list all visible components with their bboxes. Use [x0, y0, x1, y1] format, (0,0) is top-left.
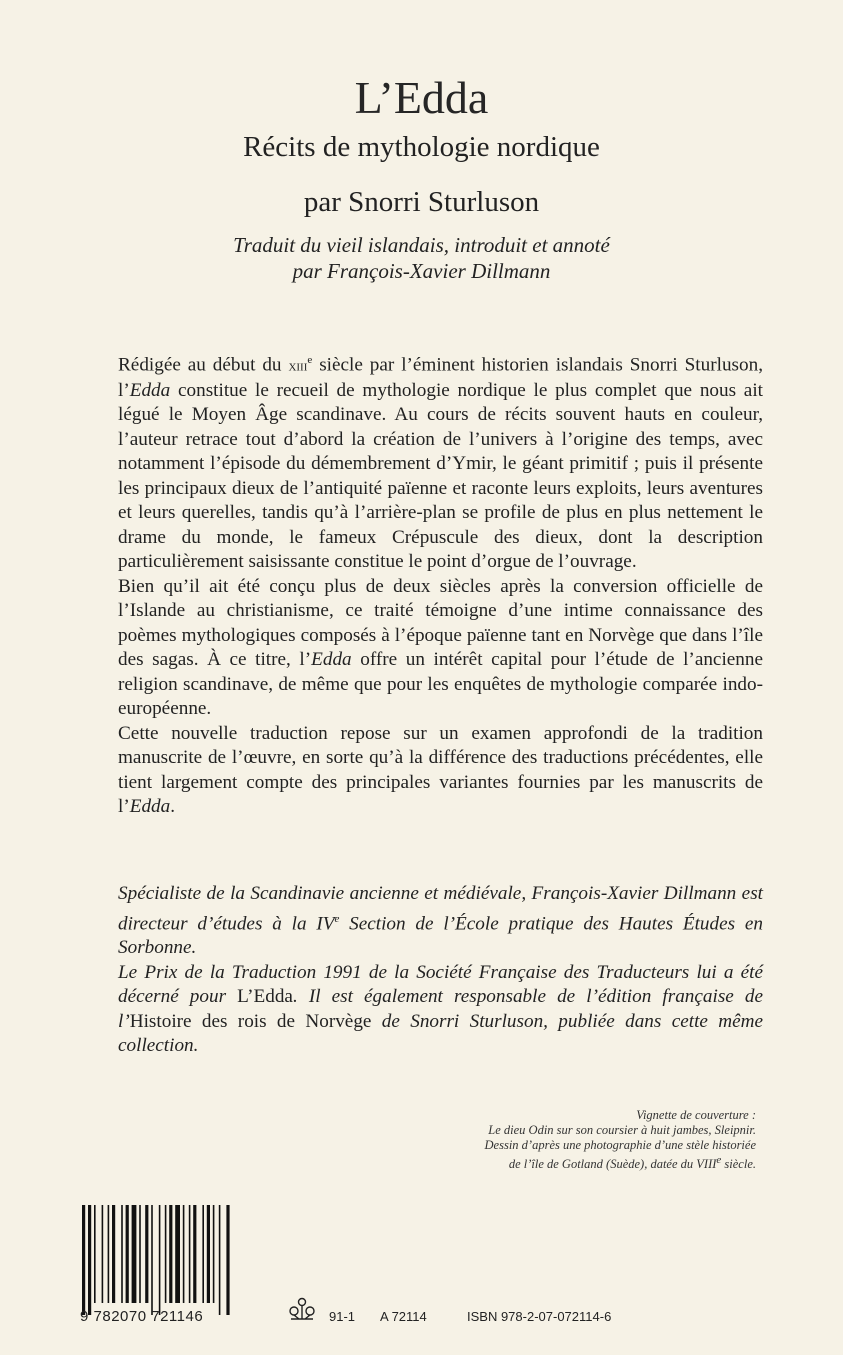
summary-paragraph-1: Rédigée au début du xiii$^e$ siècle par l’éminent historien islandais Snorri Sturluson, l’Edda constitue le recueil de mythologie nordique le plus complet que nous ait légué le Moyen Âge scandinave. Au cours de récits souvent hauts en couleur, l’auteur retrace tout d’abord la création de l’univers à l’origine des temps, avec notamment l’épisode du démembrement d’Ymir, le géant primitif ; puis il présente les principaux dieux de l’antiquité païenne et raconte leurs exploits, leurs aventures et leurs querelles, tandis qu’à l’arrière-plan se profile de plus en plus nettement le drame du monde, le fameux Crépuscule des dieux, dont la description particulièrement saisissante constitue le point d’orgue de l’ouvrage. [118, 354, 763, 573]
barcode-icon [80, 1205, 250, 1315]
bio-paragraph-1: Spécialiste de la Scandinavie ancienne et médiévale, François-Xavier Dillmann est directeur d’études à la IVe Section de l’École pratique des Hautes Études en Sorbonne. [118, 883, 764, 959]
translator-bio [118, 882, 763, 1059]
summary-text [118, 348, 763, 820]
translator-line-1: Traduit du vieil islandais, introduit et annoté [233, 233, 610, 257]
series-code: 91-1 [329, 1309, 356, 1324]
translator-line-2: par François-Xavier Dillmann [292, 259, 551, 283]
translator-credit [0, 232, 843, 284]
summary-paragraph-2: Bien qu’il ait été conçu plus de deux siècles après la conversion officielle de l’Islande au christianisme, ce traité témoigne d’une intime connaissance des poèmes mythologiques composés à l’époque païenne tant en Norvège que dans l’île des sagas. À ce titre, l’Edda offre un intérêt capital pour l’étude de l’ancienne religion scandinave, de même que pour les enquêtes de mythologie comparée indo-européenne. [118, 575, 763, 720]
publisher-logo-icon [287, 1297, 317, 1321]
book-title: L’Edda [354, 72, 489, 123]
cover-illustration-credit: Vignette de couverture : Le dieu Odin sur son coursier à huit jambes, Sleipnir. Dessin d’après une photographie d’une stèle historiée de l’île de Gotland (Suède), datée du VIIIe siècle. [484, 1108, 756, 1172]
book-author: par Snorri Sturluson [303, 186, 540, 218]
barcode-digits: 9 782070 721146 [80, 1308, 204, 1325]
summary-paragraph-3: Cette nouvelle traduction repose sur un examen approfondi de la tradition manuscrite de l’œuvre, en sorte qu’à la différence des traductions précédentes, elle tient largement compte des principales variantes fournies par les manuscrits de l’Edda. [118, 722, 763, 818]
book-subtitle: Récits de mythologie nordique [243, 131, 600, 163]
bio-paragraph-2: Le Prix de la Traduction 1991 de la Société Française des Traducteurs lui a été décerné pour L’Edda. Il est également responsable de l’édition française de l’Histoire des rois de Norvège de Snorri Sturluson, publiée dans cette même collection. [118, 961, 764, 1057]
reference-code: A 72114 [380, 1309, 427, 1324]
isbn-number: ISBN 978-2-07-072114-6 [467, 1309, 612, 1324]
